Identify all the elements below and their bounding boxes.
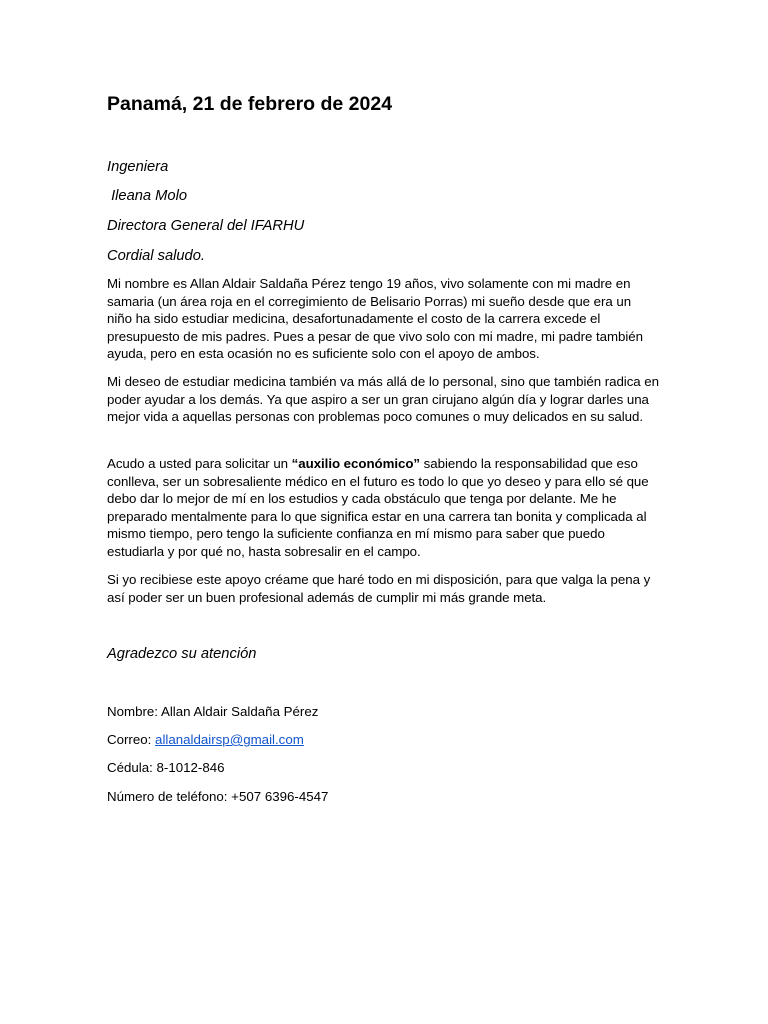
body-paragraph-2: Mi deseo de estudiar medicina también va más allá de lo personal, sino que también radica en poder ayudar a los demás. Ya que aspiro a ser un gran cirujano algún día y lograr darles una mejor vida a aquellas personas con problemas poco comunes o muy delicados en su salud. bbox=[107, 374, 659, 425]
signature-id: Cédula: 8-1012-846 bbox=[107, 760, 225, 775]
email-link[interactable]: allanaldairsp@gmail.com bbox=[155, 732, 304, 747]
salutation: Cordial saludo. bbox=[107, 248, 205, 264]
body-paragraph-4: Si yo recibiese este apoyo créame que haré todo en mi disposición, para que valga la pena y así poder ser un buen profesional además de cumplir mi más grande meta. bbox=[107, 572, 651, 605]
signature-email-line bbox=[107, 731, 304, 749]
letter-date: Panamá, 21 de febrero de 2024 bbox=[107, 93, 393, 115]
body-paragraph-1: Mi nombre es Allan Aldair Saldaña Pérez tengo 19 años, vivo solamente con mi madre en samaria (un área roja en el corregimiento de Belisario Porras) mi sueño desde que era un niño ha sido estudiar medicina, desafortunadamente el costo de la carrera excede el presupuesto de mis padres. Pues a pesar de que vivo solo con mi madre, mi padre también ayuda, pero en esta ocasión no es suficiente solo con el apoyo de ambos. bbox=[107, 276, 643, 362]
recipient-title: Ingeniera bbox=[107, 159, 169, 175]
highlighted-request: “auxilio económico” bbox=[291, 456, 421, 471]
closing-line: Agradezco su atención bbox=[107, 646, 257, 662]
paragraph-3-rest: sabiendo la responsabilidad que eso conlleva, ser un sobresaliente médico en el futuro es todo lo que yo deseo y para ello sé que debo dar lo mejor de mí en los estudios y cada obstáculo que tenga por delante. Me he preparado mentalmente para lo que significa estar en una carrera tan bonita y complicada al mismo tiempo, pero tengo la suficiente confianza en mí mismo para saber que puedo estudiarla y por qué no, hasta sobresalir en el campo. bbox=[107, 456, 649, 559]
recipient-name: Ileana Molo bbox=[107, 188, 188, 204]
signature-name: Nombre: Allan Aldair Saldaña Pérez bbox=[107, 704, 319, 719]
paragraph-3-intro: Acudo a usted para solicitar un bbox=[107, 456, 292, 471]
body-paragraph-3 bbox=[107, 455, 659, 561]
signature-phone: Número de teléfono: +507 6396-4547 bbox=[107, 789, 329, 804]
recipient-position: Directora General del IFARHU bbox=[107, 218, 305, 234]
email-label: Correo: bbox=[107, 732, 156, 747]
